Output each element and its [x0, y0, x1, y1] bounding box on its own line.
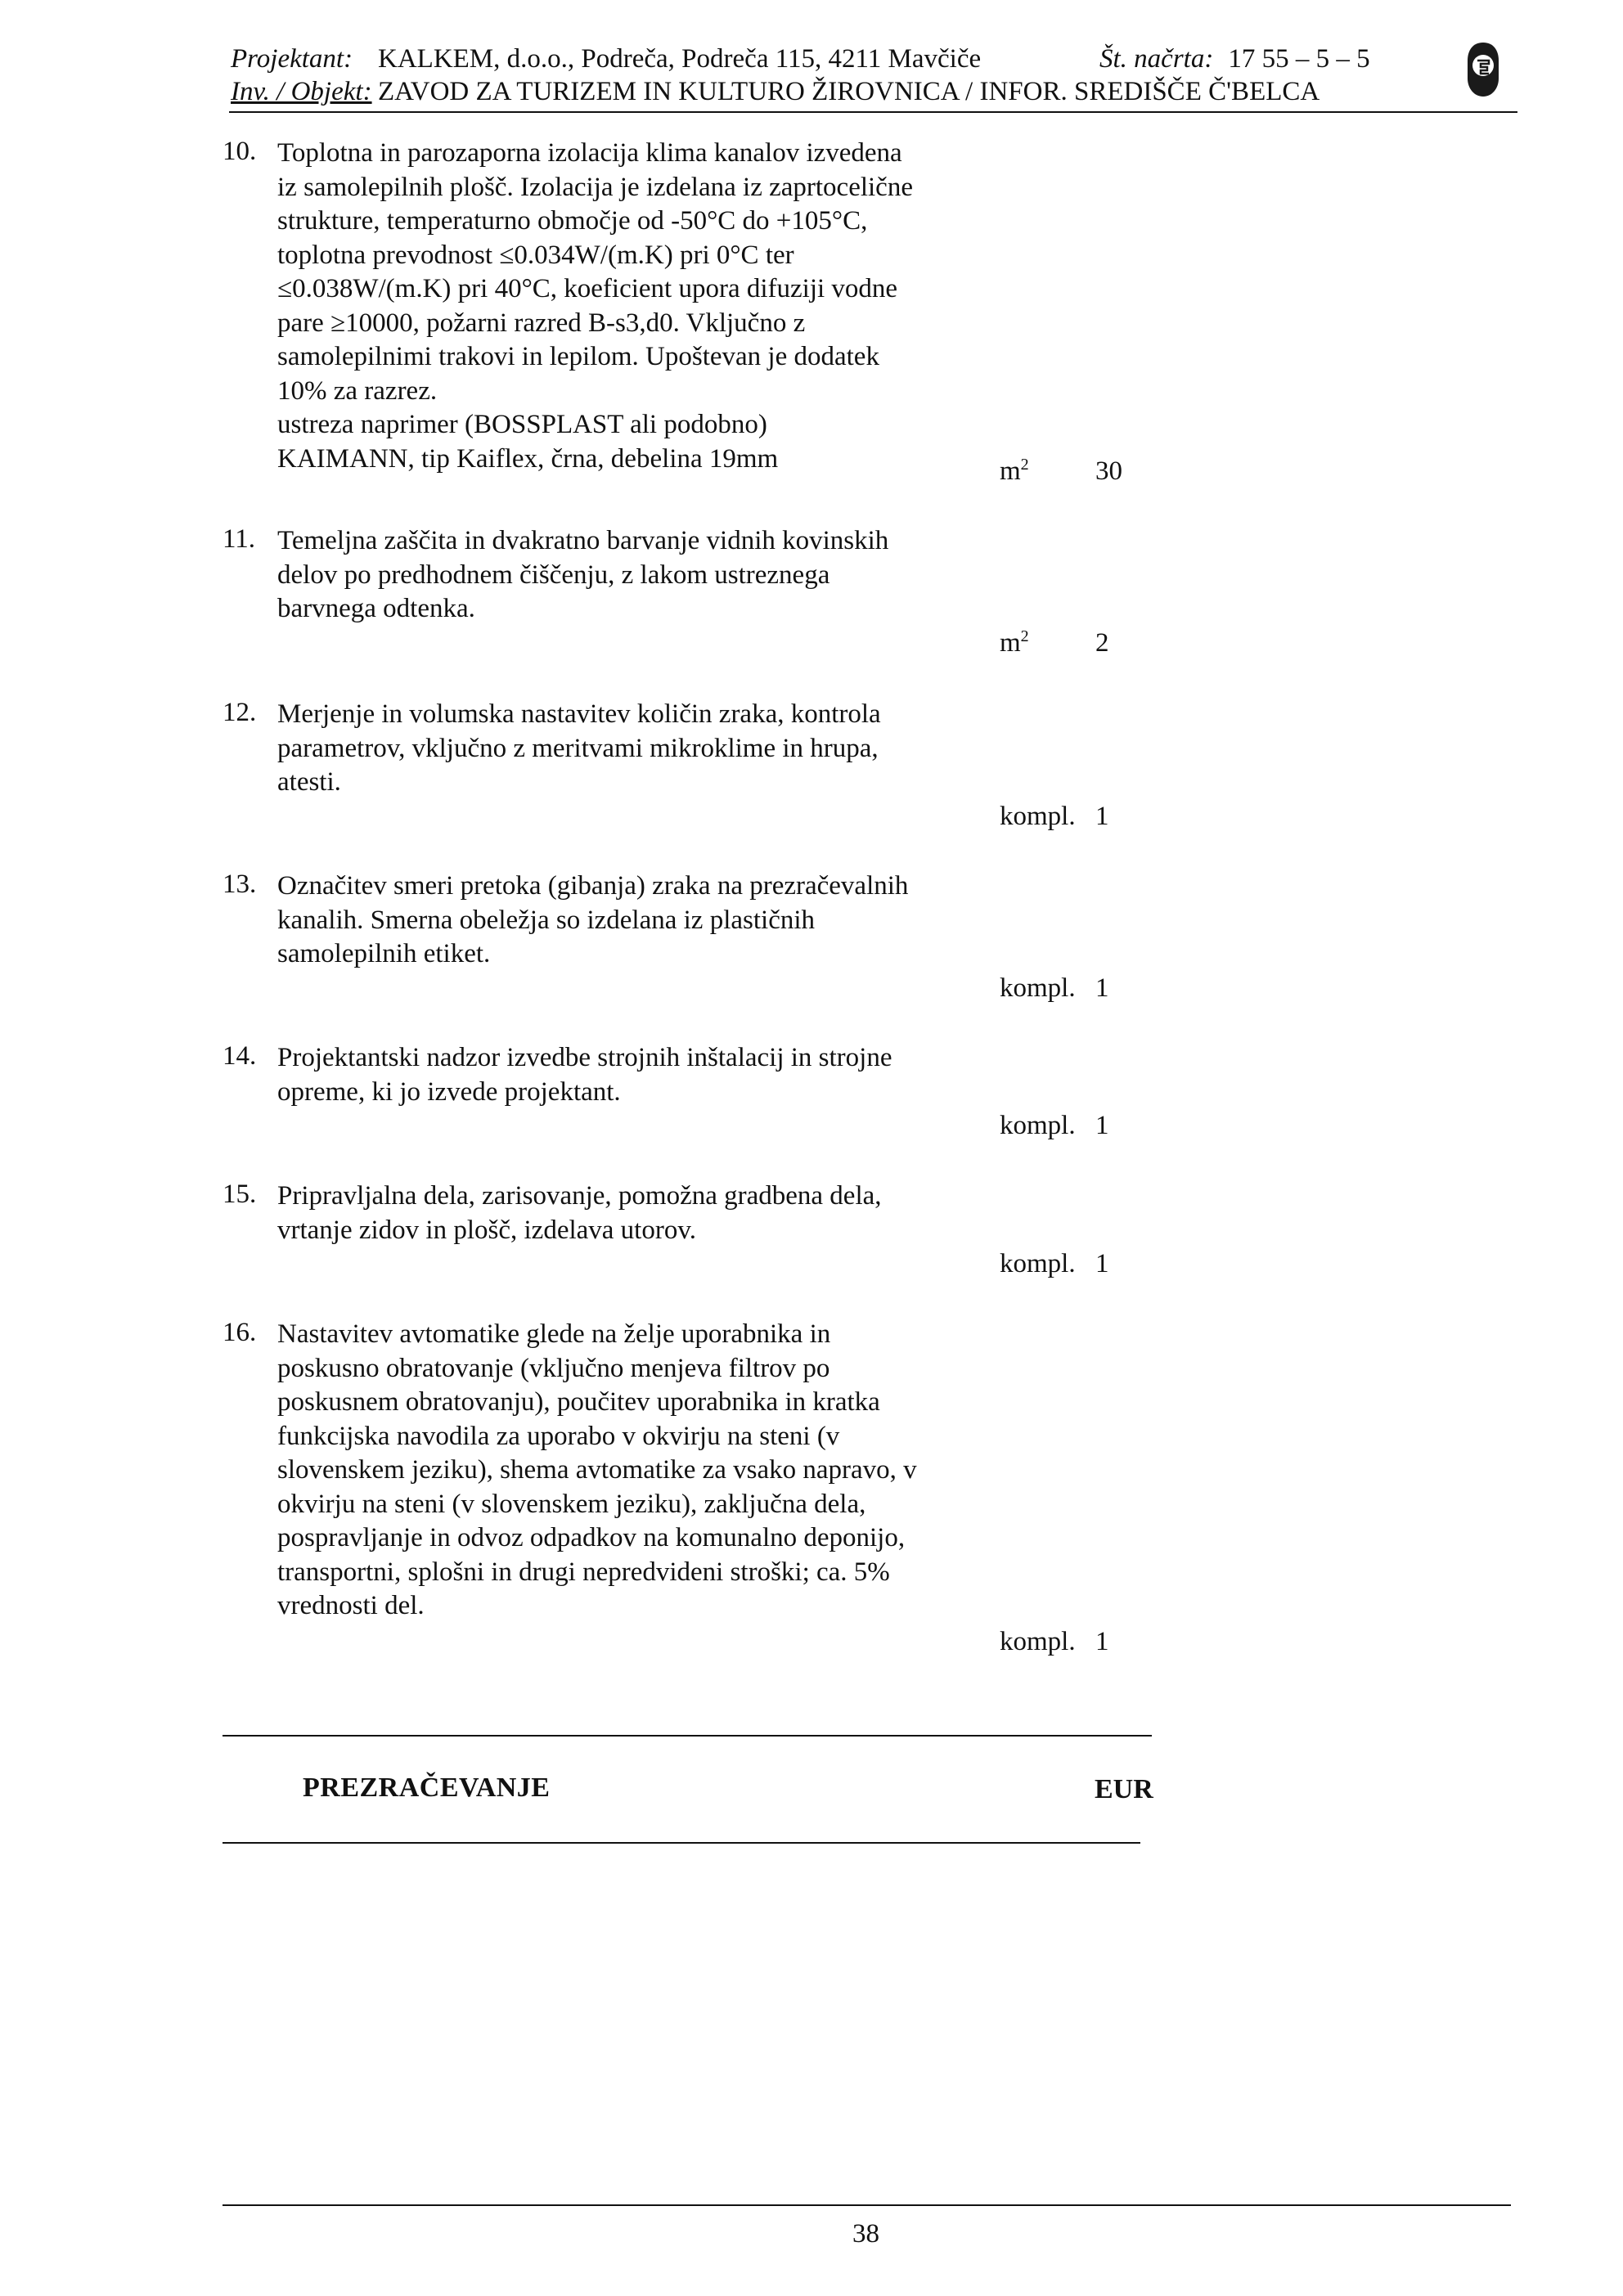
item-quantity: 1 — [1095, 802, 1109, 831]
item-line: kanalih. Smerna obeležja so izdelana iz plastičnih — [277, 905, 816, 935]
unit-superscript: 2 — [1020, 456, 1029, 474]
summary-bottom-rule — [223, 1842, 1140, 1844]
item-number: 10. — [223, 137, 257, 166]
item-line: vrtanje zidov in plošč, izdelava utorov. — [277, 1215, 696, 1245]
project-value: KALKEM, d.o.o., Podreča, Podreča 115, 4211 Mavčiče — [378, 44, 982, 74]
item-line: poskusnem obratovanju), poučitev uporabnika in kratka — [277, 1387, 880, 1417]
item-unit: kompl. — [1000, 802, 1076, 831]
item-line: parametrov, vključno z meritvami mikroklime in hrupa, — [277, 733, 879, 763]
item-line: Nastavitev avtomatike glede na želje uporabnika in — [277, 1319, 831, 1349]
item-line: vrednosti del. — [277, 1591, 425, 1620]
item-description — [277, 1041, 1050, 1109]
header-rule — [229, 111, 1517, 113]
object-value: ZAVOD ZA TURIZEM IN KULTURO ŽIROVNICA / INFOR. SREDIŠČE Č'BELCA — [378, 77, 1320, 106]
item-unit: kompl. — [1000, 973, 1076, 1003]
item-line: delov po predhodnem čiščenju, z lakom ustreznega — [277, 559, 830, 590]
item-line: slovenskem jeziku), shema avtomatike za vsako napravo, v — [277, 1455, 917, 1485]
item-description — [277, 1318, 1050, 1624]
item-line: ustreza naprimer (BOSSPLAST ali podobno) — [277, 410, 767, 439]
item-quantity: 2 — [1095, 628, 1109, 658]
page-number: 38 — [852, 2219, 879, 2249]
drawing-label: Št. načrta: — [1099, 44, 1214, 74]
item-line: pare ≥10000, požarni razred B-s3,d0. Vključno z — [277, 308, 806, 338]
unit-text: m — [1000, 456, 1021, 486]
item-line: strukture, temperaturno območje od -50°C do +105°C, — [277, 206, 868, 236]
item-line: ≤0.038W/(m.K) pri 40°C, koeficient upora difuziji vodne — [277, 274, 898, 303]
item-quantity: 30 — [1095, 456, 1122, 486]
item-line: 10% za razrez. — [277, 375, 438, 406]
item-unit: kompl. — [1000, 1111, 1076, 1140]
project-label: Projektant: — [231, 44, 353, 74]
item-number: 16. — [223, 1318, 257, 1347]
item-line: opreme, ki jo izvede projektant. — [277, 1076, 621, 1107]
item-line: samolepilnih etiket. — [277, 939, 491, 968]
item-description — [277, 137, 1050, 476]
summary-currency: EUR — [1095, 1774, 1153, 1804]
item-line: toplotna prevodnost ≤0.034W/(m.K) pri 0°C ter — [277, 240, 794, 270]
object-label: Inv. / Objekt: — [231, 77, 372, 106]
company-logo-icon — [1466, 41, 1500, 98]
item-line: transportni, splošni in drugi nepredvideni stroški; ca. 5% — [277, 1557, 890, 1587]
item-line: Merjenje in volumska nastavitev količin zraka, kontrola — [277, 699, 881, 729]
item-quantity: 1 — [1095, 1627, 1109, 1656]
item-unit — [1000, 456, 1029, 487]
item-line: funkcijska navodila za uporabo v okvirju na steni (v — [277, 1421, 840, 1451]
item-unit — [1000, 628, 1029, 658]
item-description — [277, 1179, 1050, 1247]
item-line: barvnega odtenka. — [277, 594, 475, 623]
header-object-row — [231, 75, 1376, 108]
item-number: 12. — [223, 698, 257, 727]
item-description — [277, 698, 1050, 800]
item-line: Pripravljalna dela, zarisovanje, pomožna gradbena dela, — [277, 1181, 882, 1211]
item-unit: kompl. — [1000, 1627, 1076, 1656]
item-line: pospravljanje in odvoz odpadkov na komunalno deponijo, — [277, 1523, 906, 1552]
item-number: 13. — [223, 869, 257, 899]
item-line: iz samolepilnih plošč. Izolacija je izdelana iz zaprtocelične — [277, 172, 913, 202]
item-quantity: 1 — [1095, 973, 1109, 1003]
item-description — [277, 869, 1050, 972]
item-number: 15. — [223, 1179, 257, 1209]
item-line: Temeljna zaščita in dvakratno barvanje vidnih kovinskih — [277, 526, 889, 555]
item-line: poskusno obratovanje (vključno menjeva filtrov po — [277, 1353, 830, 1383]
item-number: 14. — [223, 1041, 257, 1071]
item-line: atesti. — [277, 767, 341, 797]
unit-text: m — [1000, 628, 1021, 658]
item-number: 11. — [223, 524, 256, 554]
unit-superscript: 2 — [1020, 627, 1029, 645]
item-line: okvirju na steni (v slovenskem jeziku), zaključna dela, — [277, 1489, 866, 1519]
item-line: Označitev smeri pretoka (gibanja) zraka na prezračevalnih — [277, 871, 909, 901]
drawing-value: 17 55 – 5 – 5 — [1228, 44, 1370, 74]
item-line: Toplotna in parozaporna izolacija klima kanalov izvedena — [277, 138, 902, 168]
item-description — [277, 524, 1050, 627]
item-quantity: 1 — [1095, 1249, 1109, 1278]
summary-top-rule — [223, 1735, 1152, 1737]
header-project-row — [231, 43, 1376, 75]
item-line: KAIMANN, tip Kaiflex, črna, debelina 19mm — [277, 443, 779, 474]
summary-label: PREZRAČEVANJE — [303, 1773, 551, 1803]
item-line: Projektantski nadzor izvedbe strojnih inštalacij in strojne — [277, 1043, 892, 1072]
item-line: samolepilnimi trakovi in lepilom. Upoštevan je dodatek — [277, 342, 879, 371]
item-quantity: 1 — [1095, 1111, 1109, 1140]
item-unit: kompl. — [1000, 1249, 1076, 1278]
drawing-number — [1099, 43, 1370, 75]
footer-rule — [223, 2204, 1511, 2206]
